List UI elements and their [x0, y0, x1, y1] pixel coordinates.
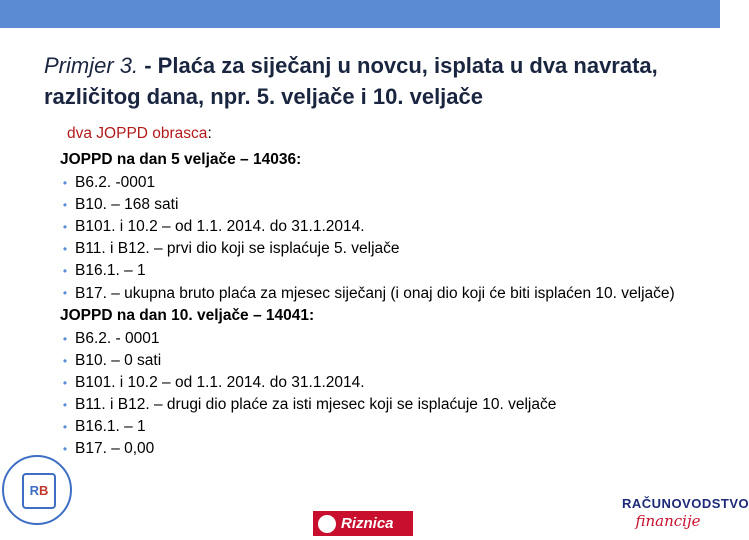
list-item	[60, 328, 710, 350]
bullet-icon: •	[62, 286, 68, 300]
form2-heading: JOPPD na dan 10. veljače – 14041:	[60, 307, 315, 324]
list-item-text: B11. i B12. – drugi dio plaće za isti mjesec koji se isplaćuje 10. veljače	[75, 396, 557, 413]
list-item	[60, 238, 710, 260]
subtitle	[67, 125, 212, 143]
list-item	[60, 194, 710, 216]
list-item	[60, 416, 710, 438]
bullet-icon: •	[62, 332, 68, 346]
title-lead: Primjer 3.	[44, 53, 139, 78]
form2-list	[60, 328, 710, 460]
list-item-text: B10. – 0 sati	[75, 352, 162, 369]
list-item-text: B17. – ukupna bruto plaća za mjesec siječanj (i onaj dio koji će biti isplaćen 10. veljače)	[75, 285, 675, 302]
bullet-icon: •	[62, 442, 68, 456]
list-item-text: B16.1. – 1	[75, 262, 146, 279]
seal-mark-icon	[22, 473, 56, 509]
slide-content	[60, 148, 710, 460]
list-item-text: B6.2. -0001	[75, 174, 156, 191]
subtitle-highlight: dva JOPPD obrasca	[67, 125, 208, 142]
list-item	[60, 394, 710, 416]
bullet-icon: •	[62, 264, 68, 278]
seal-mark-letter: R	[29, 483, 39, 498]
list-item	[60, 372, 710, 394]
bullet-icon: •	[62, 398, 68, 412]
list-item	[60, 282, 710, 304]
bullet-icon: •	[62, 420, 68, 434]
slide-title	[44, 50, 704, 112]
bullet-icon: •	[62, 354, 68, 368]
list-item-text: B16.1. – 1	[75, 418, 146, 435]
seal-mark-accent: B	[39, 483, 49, 498]
logo-text-top: RAČUNOVODSTVO	[622, 496, 749, 511]
form1-heading: JOPPD na dan 5 veljače – 14036:	[60, 151, 302, 168]
subtitle-colon: :	[207, 125, 212, 142]
list-item	[60, 172, 710, 194]
list-item-text: B101. i 10.2 – od 1.1. 2014. do 31.1.2014.	[75, 218, 365, 235]
list-item	[60, 216, 710, 238]
bullet-icon: •	[62, 176, 68, 190]
list-item	[60, 350, 710, 372]
list-item-text: B10. – 168 sati	[75, 196, 179, 213]
riznica-logo-text: Riznica	[341, 515, 394, 532]
list-item-text: B101. i 10.2 – od 1.1. 2014. do 31.1.2014.	[75, 374, 365, 391]
bullet-icon: •	[62, 376, 68, 390]
logo-text-bottom: financije	[635, 512, 701, 530]
list-item	[60, 438, 710, 460]
title-rest: - Plaća za siječanj u novcu, isplata u dva navrata, različitog dana, npr. 5. veljače i 10. veljače	[44, 53, 658, 109]
racunovodstvo-financije-logo	[622, 495, 749, 535]
list-item-text: B17. – 0,00	[75, 440, 155, 457]
form1-list	[60, 172, 710, 304]
bullet-icon: •	[62, 198, 68, 212]
organization-seal-logo	[2, 455, 72, 525]
list-item-text: B6.2. - 0001	[75, 330, 160, 347]
riznica-logo	[313, 511, 413, 536]
list-item	[60, 260, 710, 282]
riznica-emblem-icon	[318, 515, 336, 533]
bullet-icon: •	[62, 242, 68, 256]
top-accent-bar	[0, 0, 720, 28]
list-item-text: B11. i B12. – prvi dio koji se isplaćuje 5. veljače	[75, 240, 400, 257]
bullet-icon: •	[62, 220, 68, 234]
